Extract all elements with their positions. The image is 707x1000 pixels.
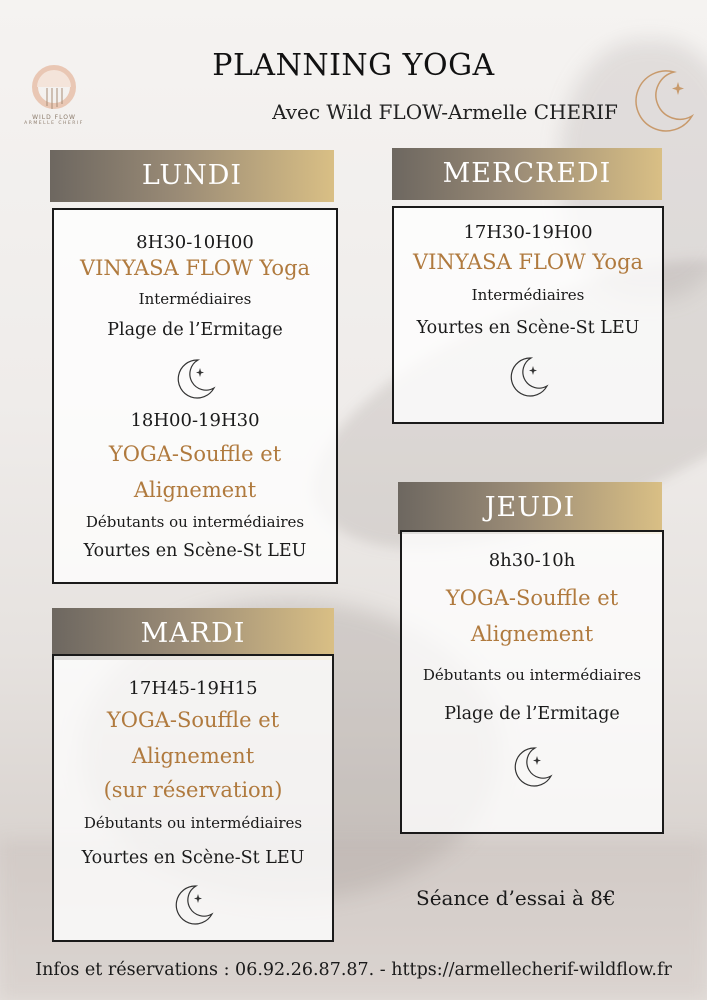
moon-star-icon: [509, 744, 555, 788]
session-level: Intermédiaires: [471, 286, 585, 304]
session-class: YOGA-Souffle et: [108, 442, 282, 466]
session-time: 18H00-19H30: [130, 410, 260, 431]
page-title: PLANNING YOGA: [212, 48, 495, 83]
session-level: Intermédiaires: [138, 290, 252, 308]
session-class: YOGA-Souffle et: [106, 708, 280, 732]
day-banner-mercredi: MERCREDI: [392, 148, 662, 200]
moon-star-icon: [170, 882, 216, 926]
session-place: Yourtes en Scène-St LEU: [83, 541, 307, 561]
session-class-note: (sur réservation): [103, 778, 283, 802]
day-banner-lundi: LUNDI: [50, 150, 334, 202]
schedule-box-jeudi: [400, 530, 664, 834]
session-class: VINYASA FLOW Yoga: [412, 250, 644, 274]
session-place: Plage de l’Ermitage: [444, 704, 620, 724]
logo-subtext: ARMELLE CHERIF: [24, 121, 84, 126]
footer-contact: Infos et réservations : 06.92.26.87.87. - https://armellecherif-wildflow.fr: [35, 960, 672, 980]
schedule-box-mardi: [52, 654, 334, 942]
session-class: Alignement: [133, 478, 257, 502]
session-time: 17H45-19H15: [128, 678, 258, 699]
session-class: VINYASA FLOW Yoga: [79, 256, 311, 280]
session-place: Yourtes en Scène-St LEU: [81, 848, 305, 868]
session-level: Débutants ou intermédiaires: [422, 666, 642, 684]
session-place: Yourtes en Scène-St LEU: [416, 318, 640, 338]
logo-text: WILD FLOW: [32, 114, 76, 121]
session-class: YOGA-Souffle et: [445, 586, 619, 610]
session-level: Débutants ou intermédiaires: [85, 513, 305, 531]
day-banner-jeudi: JEUDI: [398, 482, 662, 534]
page-subtitle: Avec Wild FLOW-Armelle CHERIF: [272, 100, 618, 124]
trial-offer: Séance d’essai à 8€: [416, 886, 616, 910]
session-place: Plage de l’Ermitage: [107, 320, 283, 340]
moon-star-icon: [172, 356, 218, 400]
schedule-box-lundi: [52, 208, 338, 584]
session-level: Débutants ou intermédiaires: [83, 814, 303, 832]
session-class: Alignement: [131, 744, 255, 768]
day-banner-mardi: MARDI: [52, 608, 334, 660]
moon-star-icon: [505, 354, 551, 398]
session-class: Alignement: [470, 622, 594, 646]
moon-star-icon: [634, 64, 696, 136]
session-time: 8H30-10H00: [136, 232, 254, 253]
schedule-box-mercredi: [392, 206, 664, 424]
session-time: 17H30-19H00: [463, 222, 593, 243]
session-time: 8h30-10h: [488, 550, 576, 571]
